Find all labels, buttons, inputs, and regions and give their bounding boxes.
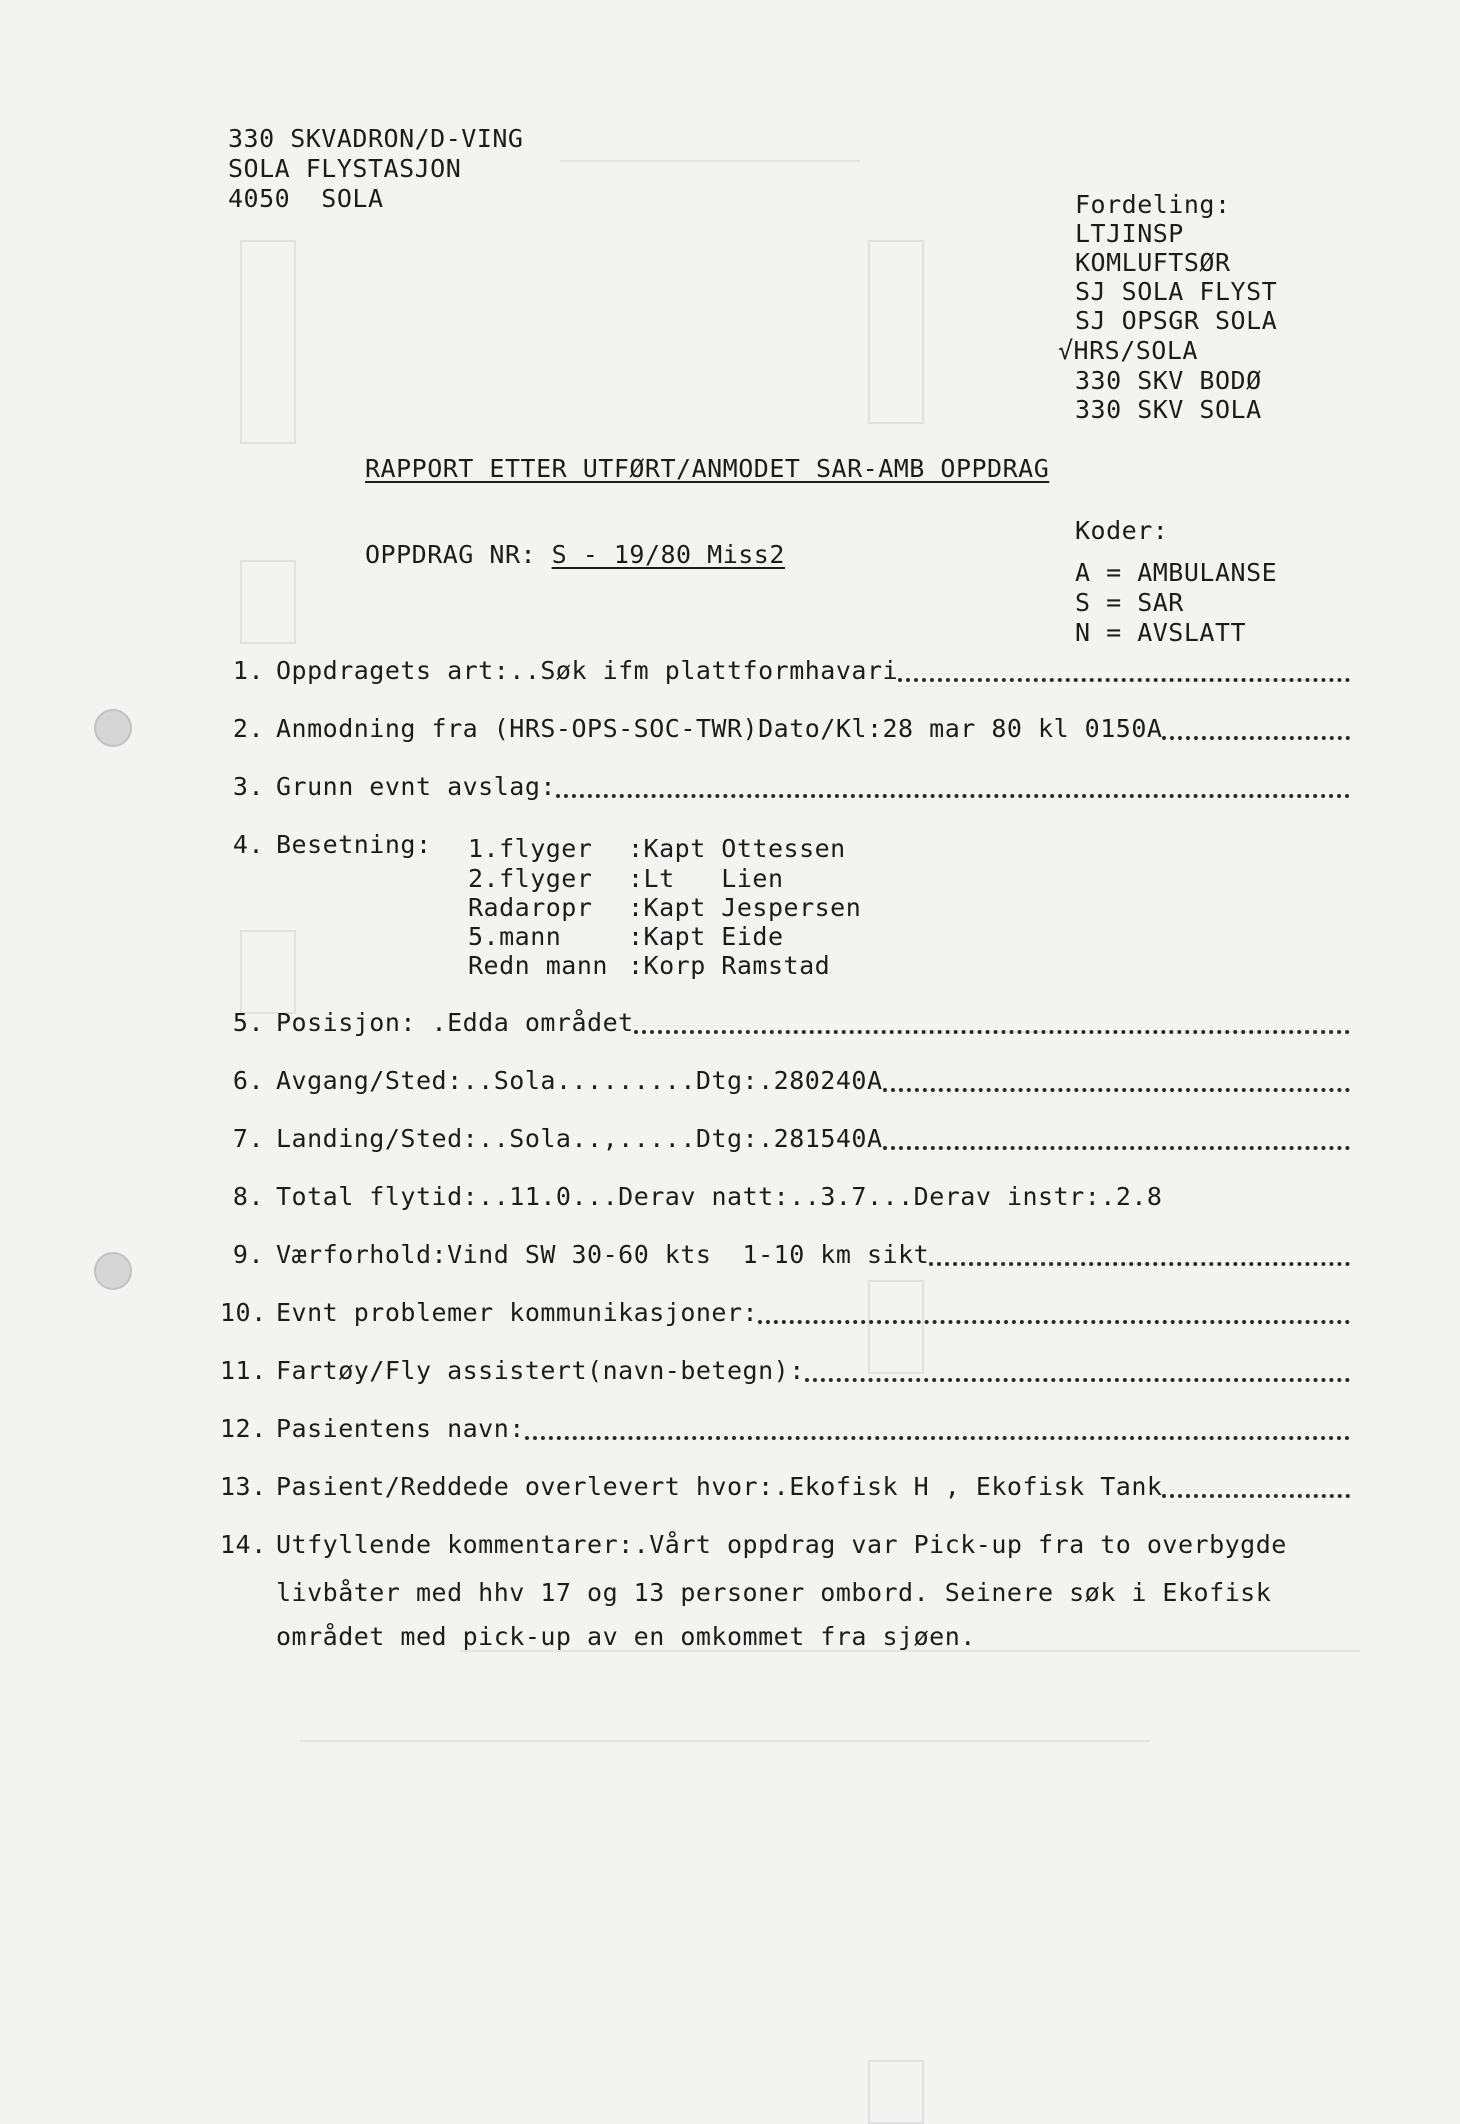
distribution-item: √HRS/SOLA xyxy=(1058,336,1198,365)
bleed-through-box xyxy=(240,930,296,1014)
field-number: 11. xyxy=(220,1356,267,1385)
field-label: Anmodning fra (HRS-OPS-SOC-TWR)Dato/Kl: xyxy=(276,714,883,743)
field-label: Pasient/Reddede overlevert hvor:. xyxy=(276,1472,790,1501)
crew-role: Redn mann xyxy=(468,951,608,980)
distribution-item: 330 SKV BODØ xyxy=(1075,366,1262,395)
field-label: .........Dtg:. xyxy=(555,1066,774,1095)
field-row xyxy=(220,1414,1350,1444)
field-row xyxy=(220,656,1350,686)
distribution-title: Fordeling: xyxy=(1075,190,1231,219)
field-row xyxy=(220,830,432,860)
field-row xyxy=(220,1530,1350,1560)
field-number: 7. xyxy=(232,1124,264,1153)
crew-name: :Kapt Eide xyxy=(628,922,784,951)
mission-number xyxy=(365,540,785,570)
sender-line-1: 330 SKVADRON/D-VING xyxy=(228,124,524,153)
punch-hole xyxy=(94,1252,132,1290)
field-number: 2. xyxy=(232,714,264,743)
dotted-fill xyxy=(758,1320,1350,1324)
field-number: 12. xyxy=(220,1414,267,1443)
field-row xyxy=(220,1066,1350,1096)
report-title: RAPPORT ETTER UTFØRT/ANMODET SAR-AMB OPPDRAG xyxy=(365,454,1050,483)
crew-role: 1.flyger xyxy=(468,834,593,863)
field-value: Søk ifm plattformhavari xyxy=(540,656,899,685)
field-value: Sola xyxy=(493,1066,556,1095)
dotted-fill xyxy=(883,1146,1350,1150)
bleed-through-box xyxy=(240,560,296,644)
code-item: S = SAR xyxy=(1075,588,1184,617)
field-label: Landing/Sted:.. xyxy=(276,1124,510,1153)
crew-name: :Kapt Jespersen xyxy=(628,893,862,922)
field-number: 5. xyxy=(232,1008,264,1037)
field-value: 2.8 xyxy=(1115,1182,1163,1211)
dotted-fill xyxy=(556,794,1350,798)
comment-continuation: livbåter med hhv 17 og 13 personer ombord. Seinere søk i Ekofisk xyxy=(276,1578,1272,1607)
dotted-fill xyxy=(1162,736,1350,740)
field-number: 4. xyxy=(232,830,264,859)
field-label: Avgang/Sted:.. xyxy=(276,1066,494,1095)
field-value: Edda området xyxy=(447,1008,634,1037)
code-item: A = AMBULANSE xyxy=(1075,558,1278,587)
field-label: Oppdragets art:.. xyxy=(276,656,541,685)
codes-title: Koder: xyxy=(1075,516,1169,545)
field-value: 28 mar 80 kl 0150A xyxy=(882,714,1163,743)
field-value: Vårt oppdrag var Pick-up fra to overbygde xyxy=(649,1530,1287,1559)
field-value: 11.0 xyxy=(509,1182,572,1211)
field-value: 281540A xyxy=(773,1124,883,1153)
crew-role: 2.flyger xyxy=(468,864,593,893)
field-number: 8. xyxy=(232,1182,264,1211)
field-label: ...Derav instr:. xyxy=(866,1182,1116,1211)
field-label: Utfyllende kommentarer:. xyxy=(276,1530,650,1559)
field-value: 280240A xyxy=(773,1066,883,1095)
distribution-item: KOMLUFTSØR xyxy=(1075,248,1231,277)
distribution-item: SJ OPSGR SOLA xyxy=(1075,306,1278,335)
field-label: Fartøy/Fly assistert(navn-betegn): xyxy=(276,1356,805,1385)
sender-line-3: 4050 SOLA xyxy=(228,184,384,213)
field-label: Pasientens navn: xyxy=(276,1414,525,1443)
code-item: N = AVSLATT xyxy=(1075,618,1247,647)
bleed-through-box xyxy=(868,240,924,424)
dotted-fill xyxy=(883,1088,1350,1092)
bleed-through-line xyxy=(560,160,860,162)
field-number: 3. xyxy=(232,772,264,801)
dotted-fill xyxy=(1162,1494,1350,1498)
field-row xyxy=(220,1240,1350,1270)
bleed-through-line xyxy=(300,1740,1150,1742)
comment-continuation: området med pick-up av en omkommet fra sjøen. xyxy=(276,1622,976,1651)
field-row xyxy=(220,1356,1350,1386)
dotted-fill xyxy=(634,1030,1350,1034)
field-value: Sola xyxy=(509,1124,572,1153)
distribution-item: LTJINSP xyxy=(1075,219,1184,248)
field-label: Værforhold: xyxy=(276,1240,448,1269)
sender-line-2: SOLA FLYSTASJON xyxy=(228,154,462,183)
mission-value: S - 19/80 Miss2 xyxy=(551,540,785,569)
field-label: Besetning: xyxy=(276,830,432,859)
field-row xyxy=(220,1124,1350,1154)
field-row xyxy=(220,1298,1350,1328)
field-label: Evnt problemer kommunikasjoner: xyxy=(276,1298,759,1327)
field-row xyxy=(220,1472,1350,1502)
field-number: 1. xyxy=(232,656,264,685)
crew-name: :Kapt Ottessen xyxy=(628,834,846,863)
field-value: Vind SW 30-60 kts 1-10 km sikt xyxy=(447,1240,930,1269)
dotted-fill xyxy=(525,1436,1350,1440)
field-value: Ekofisk H , Ekofisk Tank xyxy=(789,1472,1163,1501)
crew-name: :Lt Lien xyxy=(628,864,784,893)
field-label: Posisjon: . xyxy=(276,1008,448,1037)
distribution-item: 330 SKV SOLA xyxy=(1075,395,1262,424)
punch-hole xyxy=(94,709,132,747)
crew-name: :Korp Ramstad xyxy=(628,951,831,980)
field-label: Grunn evnt avslag: xyxy=(276,772,556,801)
dotted-fill xyxy=(929,1262,1350,1266)
crew-role: 5.mann xyxy=(468,922,593,951)
mission-label: OPPDRAG NR: xyxy=(365,540,537,569)
field-number: 13. xyxy=(220,1472,267,1501)
field-number: 9. xyxy=(232,1240,264,1269)
field-number: 6. xyxy=(232,1066,264,1095)
dotted-fill xyxy=(805,1378,1350,1382)
dotted-fill xyxy=(898,678,1350,682)
field-label: ..,.....Dtg:. xyxy=(571,1124,774,1153)
bleed-through-box xyxy=(868,2060,924,2124)
field-row xyxy=(220,714,1350,744)
field-number: 14. xyxy=(220,1530,267,1559)
distribution-item: SJ SOLA FLYST xyxy=(1075,277,1278,306)
crew-role: Radaropr xyxy=(468,893,593,922)
field-number: 10. xyxy=(220,1298,267,1327)
field-label: Total flytid:.. xyxy=(276,1182,510,1211)
field-value: 3.7 xyxy=(820,1182,867,1211)
field-row xyxy=(220,1008,1350,1038)
field-label: ...Derav natt:.. xyxy=(571,1182,821,1211)
field-row xyxy=(220,1182,1350,1212)
bleed-through-box xyxy=(240,240,296,444)
field-row xyxy=(220,772,1350,802)
